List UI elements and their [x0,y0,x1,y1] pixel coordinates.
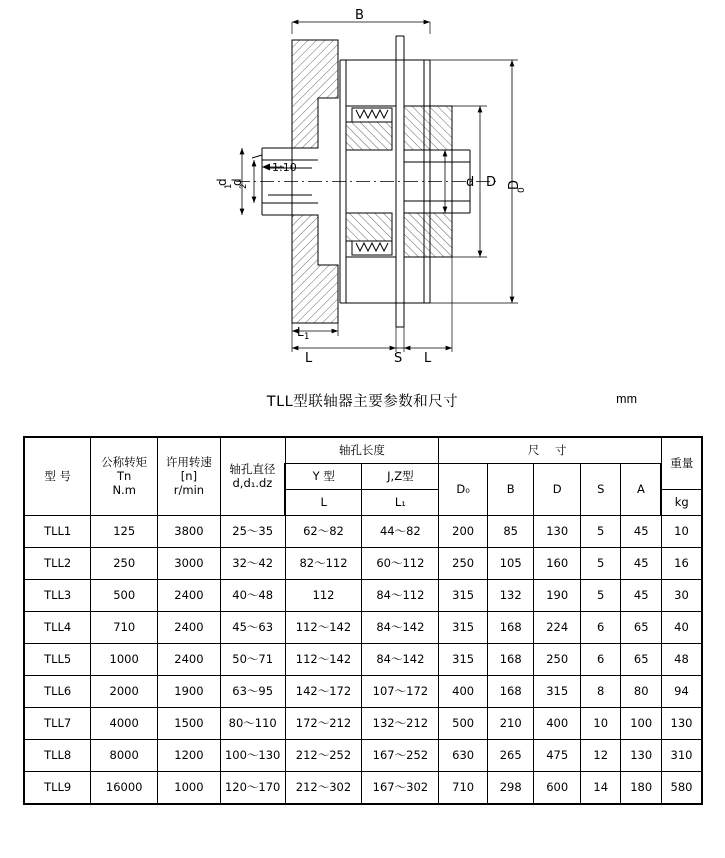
cell-L1: 107～172 [362,675,439,707]
th-torque [91,437,158,515]
cell-weight: 10 [661,515,702,547]
label-D: D [486,175,497,190]
cell-weight: 40 [661,611,702,643]
th-torque-l2: Tn [117,469,132,484]
th-bore-len-jz: J,Z型 [362,463,439,489]
cell-L: 112～142 [285,611,362,643]
cell-model: TLL2 [24,547,91,579]
th-D0: D₀ [439,463,488,515]
cell-model: TLL5 [24,643,91,675]
label-B: B [355,8,364,23]
cell-L1: 132～212 [362,707,439,739]
cell-L1: 84～142 [362,611,439,643]
cell-bore-dia: 40～48 [220,579,285,611]
cell-B: 168 [487,611,534,643]
cell-model: TLL3 [24,579,91,611]
cell-D: 400 [534,707,581,739]
cell-A: 180 [621,771,662,804]
cell-D0: 315 [439,643,488,675]
cell-model: TLL6 [24,675,91,707]
th-weight-unit: kg [661,489,702,515]
th-A: A [621,463,662,515]
label-D0-sub: 0 [517,187,527,193]
cell-S: 14 [580,771,620,804]
cell-L1: 60～112 [362,547,439,579]
cell-weight: 94 [661,675,702,707]
table-row [24,515,702,547]
cell-A: 65 [621,611,662,643]
cell-D: 130 [534,515,581,547]
caption-unit: mm [616,392,637,406]
cell-L: 212～302 [285,771,362,804]
th-bore-len-jz-sym: L₁ [362,489,439,515]
cell-L1: 44～82 [362,515,439,547]
table-row [24,739,702,771]
table-row [24,771,702,804]
cell-weight: 30 [661,579,702,611]
table-row [24,675,702,707]
cell-D: 475 [534,739,581,771]
cell-speed: 1500 [158,707,221,739]
label-D0: D [507,179,522,190]
cell-torque: 1000 [91,643,158,675]
cell-bore-dia: 63～95 [220,675,285,707]
cell-bore-dia: 120～170 [220,771,285,804]
cell-torque: 2000 [91,675,158,707]
cell-S: 5 [580,547,620,579]
cell-torque: 125 [91,515,158,547]
label-L-right: L [424,351,432,366]
cell-speed: 1200 [158,739,221,771]
cell-A: 100 [621,707,662,739]
cell-bore-dia: 25～35 [220,515,285,547]
cell-A: 65 [621,643,662,675]
cell-D: 190 [534,579,581,611]
th-torque-l3: N.m [112,483,136,498]
table-row [24,611,702,643]
cell-D0: 250 [439,547,488,579]
th-speed [158,437,221,515]
label-d2: d [230,178,244,186]
cell-bore-dia: 100～130 [220,739,285,771]
th-speed-l3: r/min [173,483,205,498]
cell-L: 172～212 [285,707,362,739]
cell-weight: 130 [661,707,702,739]
cell-L: 142～172 [285,675,362,707]
cell-B: 105 [487,547,534,579]
label-taper: 1:10 [272,161,297,174]
cell-D0: 500 [439,707,488,739]
th-speed-l1: 许用转速 [165,454,212,469]
cell-S: 12 [580,739,620,771]
th-bore-len-y-sym: L [285,489,362,515]
cell-L: 112～142 [285,643,362,675]
th-bore-length-group: 轴孔长度 [285,437,439,463]
cell-speed: 1000 [158,771,221,804]
cell-A: 130 [621,739,662,771]
cell-B: 85 [487,515,534,547]
label-d2-sub: 2 [239,183,249,189]
cell-L: 212～252 [285,739,362,771]
cell-speed: 1900 [158,675,221,707]
cell-B: 168 [487,643,534,675]
cell-speed: 3800 [158,515,221,547]
cell-D: 600 [534,771,581,804]
cell-bore-dia: 80～110 [220,707,285,739]
cell-S: 8 [580,675,620,707]
th-speed-l2: [n] [180,469,198,484]
cell-S: 5 [580,515,620,547]
spec-table-wrap [23,436,703,805]
cell-A: 45 [621,579,662,611]
cell-D0: 630 [439,739,488,771]
cell-bore-dia: 50～71 [220,643,285,675]
cell-torque: 710 [91,611,158,643]
cell-speed: 2400 [158,611,221,643]
table-header-row-1 [24,437,702,463]
cell-model: TLL4 [24,611,91,643]
cell-A: 45 [621,515,662,547]
cell-model: TLL1 [24,515,91,547]
th-D: D [534,463,581,515]
cell-torque: 8000 [91,739,158,771]
cell-S: 6 [580,611,620,643]
cell-D: 224 [534,611,581,643]
label-L-left: L [305,351,313,366]
spec-table [23,436,703,805]
cell-L1: 84～112 [362,579,439,611]
th-torque-l1: 公称转矩 [101,454,148,469]
cell-D0: 710 [439,771,488,804]
th-model: 型 号 [24,437,91,515]
cell-L1: 84～142 [362,643,439,675]
cell-B: 298 [487,771,534,804]
th-bore-dia-l1: 轴孔直径 [229,461,276,476]
cell-model: TLL9 [24,771,91,804]
th-S: S [580,463,620,515]
cell-D: 250 [534,643,581,675]
cell-weight: 16 [661,547,702,579]
table-row [24,547,702,579]
caption-title: TLL型联轴器主要参数和尺寸 [266,394,459,410]
coupling-drawing [0,0,725,390]
cell-S: 10 [580,707,620,739]
table-caption [0,390,725,420]
cell-model: TLL7 [24,707,91,739]
cell-L: 112 [285,579,362,611]
cell-torque: 4000 [91,707,158,739]
cell-weight: 48 [661,643,702,675]
cell-bore-dia: 32～42 [220,547,285,579]
cell-torque: 500 [91,579,158,611]
cell-D0: 315 [439,611,488,643]
cell-speed: 2400 [158,579,221,611]
cell-B: 210 [487,707,534,739]
th-B: B [487,463,534,515]
table-row [24,643,702,675]
cell-torque: 16000 [91,771,158,804]
cell-A: 80 [621,675,662,707]
cell-D0: 400 [439,675,488,707]
cell-L: 82～112 [285,547,362,579]
cell-B: 132 [487,579,534,611]
cell-model: TLL8 [24,739,91,771]
th-bore-len-y: Y 型 [285,463,362,489]
label-d1: d [215,178,229,186]
label-d: d [466,175,475,190]
label-L1-sub: 1 [304,332,310,342]
cell-speed: 2400 [158,643,221,675]
cell-D: 315 [534,675,581,707]
cell-weight: 310 [661,739,702,771]
cell-S: 5 [580,579,620,611]
th-dims-group: 尺 寸 [439,437,662,463]
table-row [24,707,702,739]
cell-speed: 3000 [158,547,221,579]
cell-D0: 200 [439,515,488,547]
cell-bore-dia: 45～63 [220,611,285,643]
cell-A: 45 [621,547,662,579]
label-L1: L [297,325,304,339]
cell-torque: 250 [91,547,158,579]
cell-D0: 315 [439,579,488,611]
cell-weight: 580 [661,771,702,804]
th-bore-dia-l2: d,d₁.dz [232,476,273,491]
table-row [24,579,702,611]
label-S: S [394,351,403,366]
cell-L: 62～82 [285,515,362,547]
th-weight-group: 重量 [661,437,702,489]
cell-L1: 167～302 [362,771,439,804]
cell-B: 265 [487,739,534,771]
cell-D: 160 [534,547,581,579]
th-bore-dia [220,437,285,515]
label-d1-sub: 1 [224,183,234,189]
cell-B: 168 [487,675,534,707]
cell-S: 6 [580,643,620,675]
cell-L1: 167～252 [362,739,439,771]
